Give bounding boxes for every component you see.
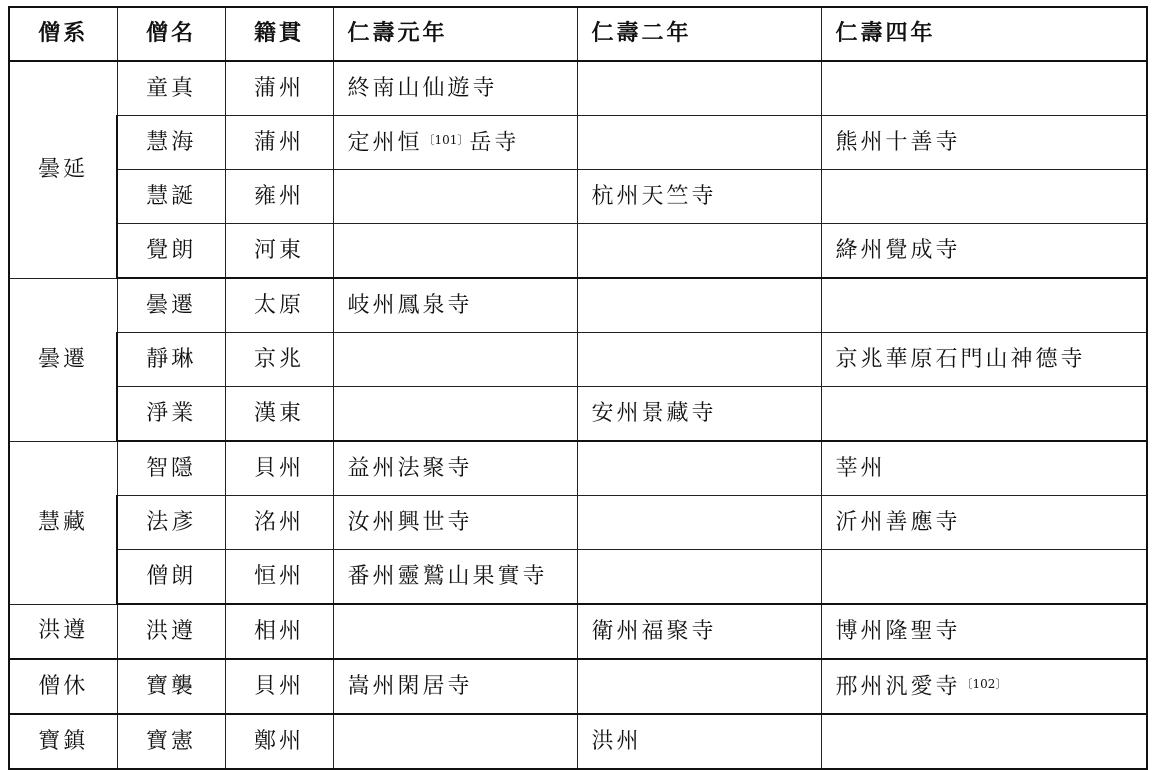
renshou-year-1-cell <box>333 714 577 769</box>
renshou-year-2-cell <box>577 278 821 333</box>
header-monk-name: 僧名 <box>117 7 225 61</box>
renshou-year-1-cell: 益州法聚寺 <box>333 441 577 496</box>
table-row <box>9 116 1147 170</box>
monk-name-cell: 慧海 <box>117 116 225 170</box>
monk-name-cell: 洪遵 <box>117 604 225 659</box>
origin-cell: 太原 <box>225 278 333 333</box>
renshou-year-4-cell: 京兆華原石門山神德寺 <box>821 333 1147 387</box>
renshou-year-4-cell <box>821 659 1147 714</box>
origin-cell: 京兆 <box>225 333 333 387</box>
table-row <box>9 224 1147 279</box>
renshou-year-2-cell <box>577 550 821 605</box>
monk-name-cell: 寶憲 <box>117 714 225 769</box>
temple-text: 邢州汎愛寺 <box>835 674 961 700</box>
document-page <box>8 6 1146 770</box>
renshou-year-2-cell <box>577 441 821 496</box>
renshou-year-1-cell <box>333 604 577 659</box>
renshou-year-2-cell: 安州景藏寺 <box>577 387 821 442</box>
origin-cell: 相州 <box>225 604 333 659</box>
lineage-cell: 洪遵 <box>9 604 117 659</box>
renshou-year-1-cell: 番州靈鷲山果實寺 <box>333 550 577 605</box>
monk-name-cell: 法彥 <box>117 496 225 550</box>
table-row <box>9 496 1147 550</box>
table-row <box>9 604 1147 659</box>
renshou-year-2-cell <box>577 61 821 116</box>
temple-text: 定州恒 <box>347 130 423 156</box>
table-row <box>9 387 1147 442</box>
renshou-year-2-cell <box>577 496 821 550</box>
monk-name-cell: 僧朗 <box>117 550 225 605</box>
renshou-year-4-cell: 博州隆聖寺 <box>821 604 1147 659</box>
table-row <box>9 333 1147 387</box>
monk-name-cell: 慧誕 <box>117 170 225 224</box>
renshou-year-2-cell <box>577 116 821 170</box>
renshou-year-2-cell: 洪州 <box>577 714 821 769</box>
renshou-year-1-cell <box>333 224 577 279</box>
origin-cell: 貝州 <box>225 441 333 496</box>
renshou-year-2-cell: 杭州天竺寺 <box>577 170 821 224</box>
renshou-year-4-cell: 沂州善應寺 <box>821 496 1147 550</box>
origin-cell: 鄭州 <box>225 714 333 769</box>
origin-cell: 河東 <box>225 224 333 279</box>
table-row <box>9 659 1147 714</box>
origin-cell: 恒州 <box>225 550 333 605</box>
renshou-year-4-cell <box>821 170 1147 224</box>
lineage-cell: 曇遷 <box>9 278 117 441</box>
renshou-year-2-cell <box>577 659 821 714</box>
header-row <box>9 7 1147 61</box>
table-body <box>9 61 1147 769</box>
renshou-year-4-cell <box>821 714 1147 769</box>
table-row <box>9 714 1147 769</box>
renshou-year-1-cell <box>333 387 577 442</box>
renshou-year-1-cell: 終南山仙遊寺 <box>333 61 577 116</box>
monk-name-cell: 曇遷 <box>117 278 225 333</box>
origin-cell: 洺州 <box>225 496 333 550</box>
renshou-year-2-cell: 衛州福聚寺 <box>577 604 821 659</box>
renshou-year-2-cell <box>577 224 821 279</box>
header-renshou-year-2: 仁壽二年 <box>577 7 821 61</box>
lineage-cell: 寶鎮 <box>9 714 117 769</box>
renshou-year-1-cell: 嵩州閑居寺 <box>333 659 577 714</box>
monk-name-cell: 童真 <box>117 61 225 116</box>
monk-name-cell: 智隱 <box>117 441 225 496</box>
renshou-year-1-cell <box>333 170 577 224</box>
table-row <box>9 550 1147 605</box>
monk-name-cell: 覺朗 <box>117 224 225 279</box>
footnote-marker: 〔101〕 <box>422 132 470 147</box>
renshou-year-2-cell <box>577 333 821 387</box>
table-row <box>9 441 1147 496</box>
renshou-year-4-cell <box>821 550 1147 605</box>
table-row <box>9 61 1147 116</box>
monk-name-cell: 寶襲 <box>117 659 225 714</box>
table-row <box>9 278 1147 333</box>
header-renshou-year-4: 仁壽四年 <box>821 7 1147 61</box>
renshou-year-1-cell: 岐州鳳泉寺 <box>333 278 577 333</box>
monk-distribution-table <box>8 6 1148 770</box>
header-lineage: 僧系 <box>9 7 117 61</box>
renshou-year-1-cell <box>333 116 577 170</box>
lineage-cell: 僧休 <box>9 659 117 714</box>
header-origin: 籍貫 <box>225 7 333 61</box>
monk-name-cell: 靜琳 <box>117 333 225 387</box>
renshou-year-4-cell: 絳州覺成寺 <box>821 224 1147 279</box>
renshou-year-4-cell: 莘州 <box>821 441 1147 496</box>
renshou-year-4-cell <box>821 387 1147 442</box>
origin-cell: 貝州 <box>225 659 333 714</box>
renshou-year-1-cell <box>333 333 577 387</box>
temple-text-tail: 岳寺 <box>469 130 520 156</box>
renshou-year-4-cell: 熊州十善寺 <box>821 116 1147 170</box>
origin-cell: 漢東 <box>225 387 333 442</box>
origin-cell: 蒲州 <box>225 116 333 170</box>
lineage-cell: 慧藏 <box>9 441 117 604</box>
renshou-year-4-cell <box>821 278 1147 333</box>
table-header <box>9 7 1147 61</box>
renshou-year-1-cell: 汝州興世寺 <box>333 496 577 550</box>
monk-name-cell: 淨業 <box>117 387 225 442</box>
renshou-year-4-cell <box>821 61 1147 116</box>
origin-cell: 雍州 <box>225 170 333 224</box>
footnote-marker: 〔102〕 <box>960 676 1008 691</box>
table-row <box>9 170 1147 224</box>
header-renshou-year-1: 仁壽元年 <box>333 7 577 61</box>
lineage-cell: 曇延 <box>9 61 117 278</box>
origin-cell: 蒲州 <box>225 61 333 116</box>
